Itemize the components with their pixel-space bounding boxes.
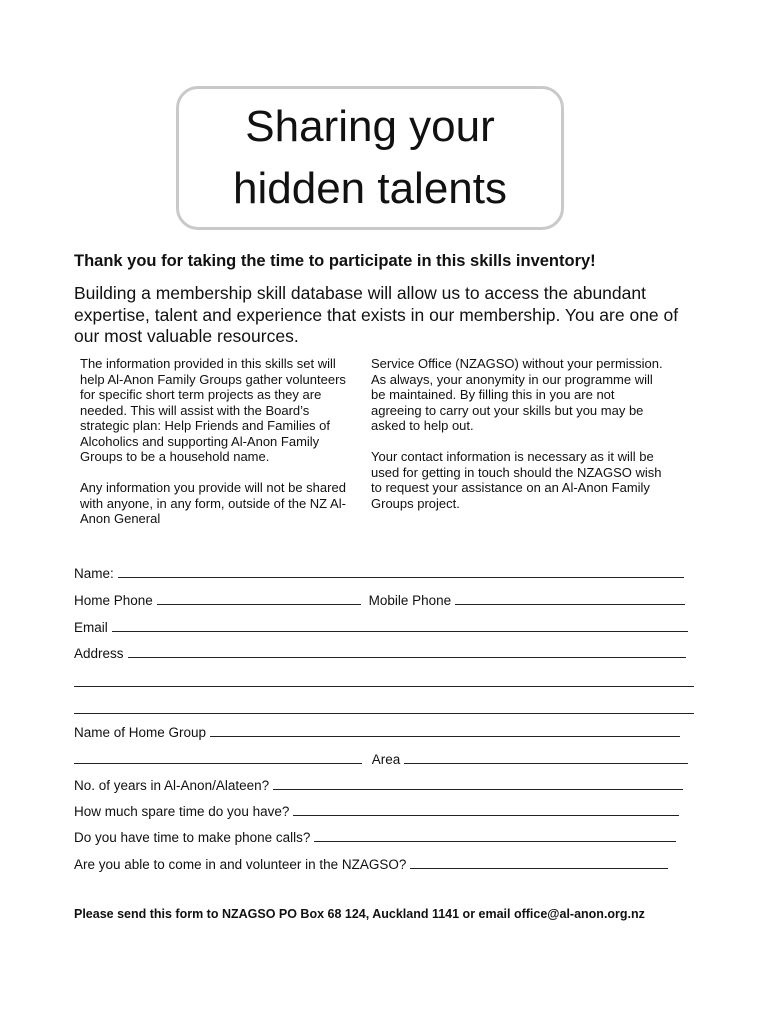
intro-paragraph: Building a membership skill database will allow us to access the abundant expertise, talent and experience that exists in our membership. You are one of our most valuable resources.: [74, 283, 679, 346]
volunteer-label: Are you able to come in and volunteer in the NZAGSO?: [74, 857, 407, 872]
footer-instructions: Please send this form to NZAGSO PO Box 68 124, Auckland 1141 or email office@al-anon.org.nz: [74, 907, 645, 921]
home-phone-label: Home Phone: [74, 593, 153, 608]
home-group-row: [74, 724, 680, 742]
right-para-1: Service Office (NZAGSO) without your permission. As always, your anonymity in our programme will be maintained. By filling this in you are not agreeing to carry out your skills but you may be asked to help out.: [371, 356, 663, 433]
volunteer-field[interactable]: [410, 856, 668, 869]
phone-calls-field[interactable]: [314, 829, 676, 842]
home-group-field[interactable]: [210, 724, 680, 737]
area-field[interactable]: [404, 751, 688, 764]
left-para-2: Any information you provide will not be shared with anyone, in any form, outside of the NZ Al-Anon General: [80, 480, 346, 526]
area-label: Area: [371, 752, 401, 767]
spare-time-label: How much spare time do you have?: [74, 804, 290, 819]
spare-time-field[interactable]: [293, 803, 679, 816]
phone-calls-label: Do you have time to make phone calls?: [74, 830, 311, 845]
thanks-heading: Thank you for taking the time to participate in this skills inventory!: [74, 252, 596, 270]
left-column: [80, 356, 362, 527]
home-group-label: Name of Home Group: [74, 725, 207, 740]
phone-row: [74, 592, 685, 610]
address-line-3[interactable]: [74, 712, 694, 714]
title-line-2: hidden talents: [233, 164, 507, 213]
address-row: [74, 645, 686, 663]
home-group-field-2[interactable]: [74, 751, 362, 764]
phone-calls-row: [74, 829, 676, 847]
title-box: [176, 86, 564, 230]
volunteer-row: [74, 856, 668, 874]
area-row: [74, 751, 688, 769]
email-label: Email: [74, 620, 108, 635]
address-line-2[interactable]: [74, 685, 694, 687]
right-para-2: Your contact information is necessary as it will be used for getting in touch should the NZAGSO wish to request your assistance on an Al-Anon Family Groups project.: [371, 449, 662, 511]
spare-time-row: [74, 803, 679, 821]
name-label: Name:: [74, 566, 114, 581]
title-line-1: Sharing your: [245, 102, 495, 151]
name-field[interactable]: [118, 565, 684, 578]
mobile-phone-field[interactable]: [455, 592, 685, 605]
address-field[interactable]: [128, 645, 686, 658]
home-phone-field[interactable]: [157, 592, 361, 605]
years-label: No. of years in Al-Anon/Alateen?: [74, 778, 270, 793]
name-row: [74, 565, 684, 583]
address-label: Address: [74, 646, 124, 661]
mobile-phone-label: Mobile Phone: [368, 593, 452, 608]
email-row: [74, 619, 688, 637]
left-para-1: The information provided in this skills set will help Al-Anon Family Groups gather volunteers for specific short term projects as they are needed. This will assist with the Board’s strategic plan: Help Friends and Families of Alcoholics and supporting Al-Anon Family Groups to be a household name.: [80, 356, 346, 464]
right-column: [371, 356, 663, 511]
years-field[interactable]: [273, 777, 683, 790]
email-field[interactable]: [112, 619, 688, 632]
years-row: [74, 777, 683, 795]
